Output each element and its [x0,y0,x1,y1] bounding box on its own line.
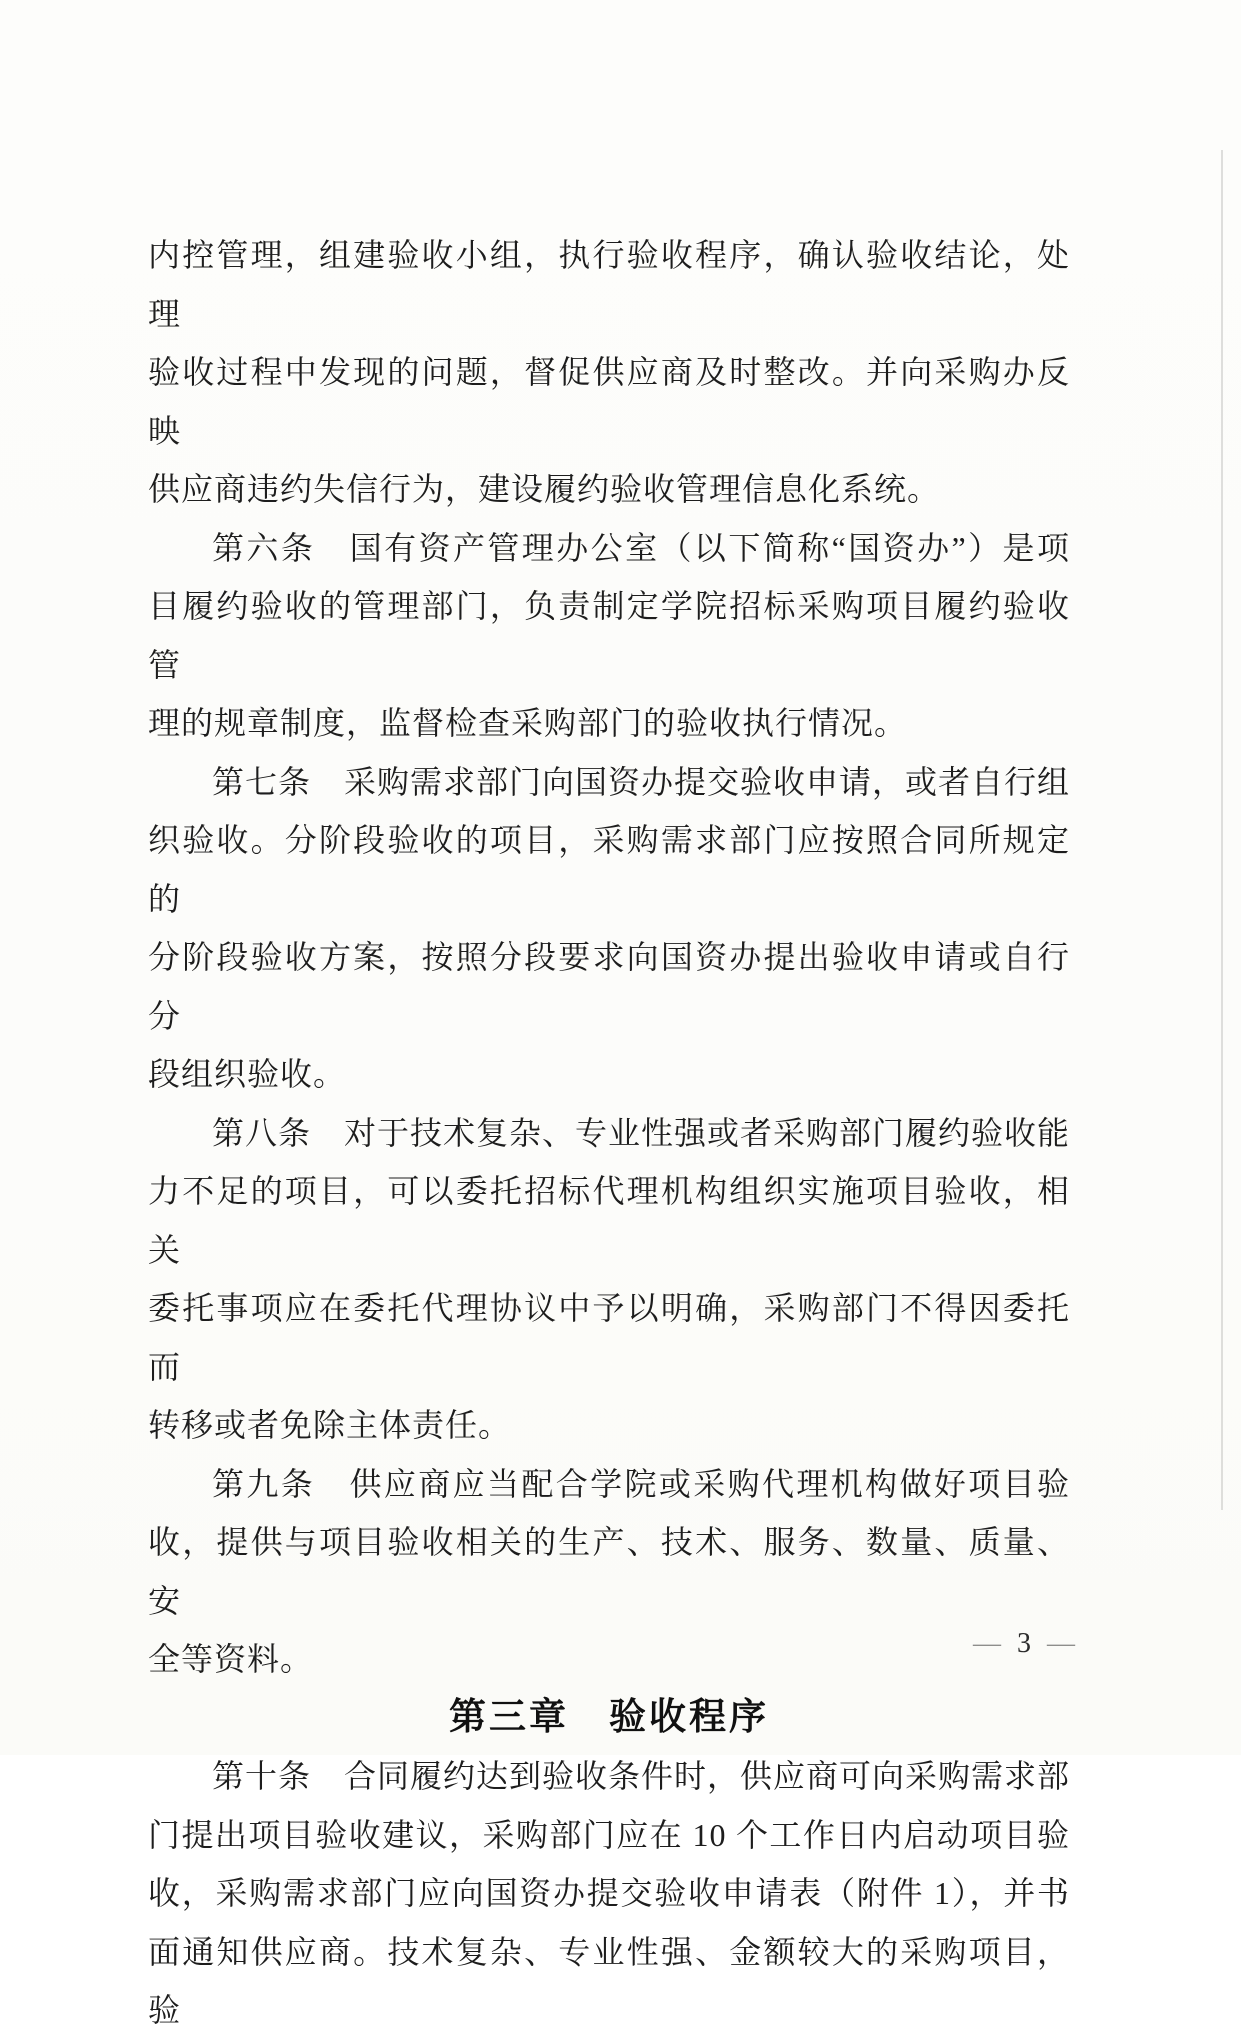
text-line: 第十条 合同履约达到验收条件时，供应商可向采购需求部 [212,1758,1071,1794]
text-line: 第六条 国有资产管理办公室（以下简称“国资办”）是项 [212,529,1070,566]
paragraph-article-7 [148,753,1070,1104]
text-line: 第八条 对于技术复杂、专业性强或者采购部门履约验收能 [212,1114,1071,1151]
text-line: 段组织验收。 [148,1056,347,1092]
text-line: 第九条 供应商应当配合学院或采购代理机构做好项目验 [212,1465,1070,1502]
scan-artifact-line [1221,150,1223,1510]
page-number: 3 [1017,1628,1033,1659]
paragraph-article-6 [148,519,1070,753]
text-line: 收，提供与项目验收相关的生产、技术、服务、数量、质量、安 [148,1524,1070,1619]
text-line: 分阶段验收方案，按照分段要求向国资办提出验收申请或自行分 [148,939,1070,1034]
text-line: 目履约验收的管理部门，负责制定学院招标采购项目履约验收管 [148,588,1070,683]
paragraph-chapter-3-heading [148,1689,1070,1748]
text-line: 收，采购需求部门应向国资办提交验收申请表（附件 1），并书 [148,1875,1070,1911]
text-line: 供应商违约失信行为，建设履约验收管理信息化系统。 [148,471,941,507]
text-line: 面通知供应商。技术复杂、专业性强、金额较大的采购项目，验 [148,1933,1070,2028]
paragraph-article-9 [148,1455,1070,1689]
paragraph-article-8 [148,1104,1070,1455]
document-body [148,226,1070,2040]
page-number-dash-left: — [973,1628,1003,1659]
text-line: 转移或者免除主体责任。 [148,1407,512,1443]
text-line: 第七条 采购需求部门向国资办提交验收申请，或者自行组 [212,763,1071,800]
page-number-dash-right: — [1047,1628,1077,1659]
text-line: 门提出项目验收建议，采购部门应在 10 个工作日内启动项目验 [148,1816,1070,1853]
text-line: 全等资料。 [148,1641,314,1677]
paragraph-continuation-from-previous-page [148,226,1070,519]
text-line: 验收过程中发现的问题，督促供应商及时整改。并向采购办反映 [148,354,1070,449]
text-line: 理的规章制度，监督检查采购部门的验收执行情况。 [148,705,908,741]
text-line: 委托事项应在委托代理协议中予以明确，采购部门不得因委托而 [148,1290,1070,1385]
text-line: 内控管理，组建验收小组，执行验收程序，确认验收结论，处理 [148,237,1070,332]
text-line: 织验收。分阶段验收的项目，采购需求部门应按照合同所规定的 [148,822,1070,917]
paragraph-article-10 [148,1747,1070,2040]
text-line: 力不足的项目，可以委托招标代理机构组织实施项目验收，相关 [148,1173,1070,1268]
chapter-heading: 第三章 验收程序 [449,1696,769,1738]
page-footer [959,1628,1091,1660]
